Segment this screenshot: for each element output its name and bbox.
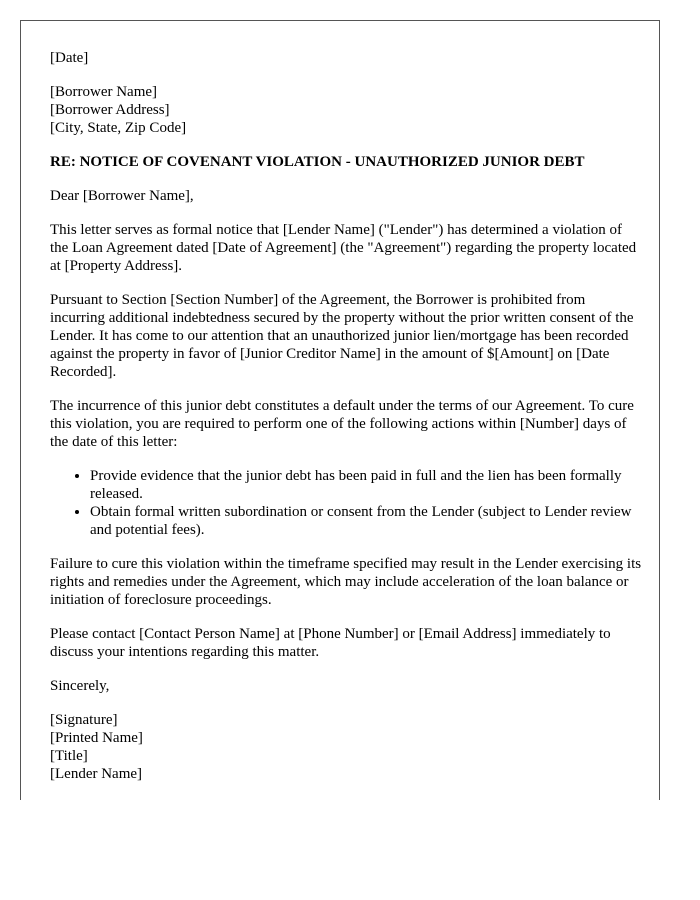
cure-actions-list [50, 467, 642, 539]
paragraph-notice: This letter serves as formal notice that [Lender Name] ("Lender") has determined a violation of the Loan Agreement dated [Date of Agreement] (the "Agreement") regarding the property located at [Property Address]. [50, 222, 637, 274]
paragraph-consequences: Failure to cure this violation within the timeframe specified may result in the Lender exercising its rights and remedies under the Agreement, which may include acceleration of the loan balance or initiation of foreclosure proceedings. [50, 556, 642, 608]
lender-name: [Lender Name] [50, 766, 143, 782]
cure-action-item: • Obtain formal written subordination or consent from the Lender (subject to Lender review and potential fees). [90, 503, 642, 539]
paragraph-cure-requirement: The incurrence of this junior debt constitutes a default under the terms of our Agreement. To cure this violation, you are required to perform one of the following actions within [Number] days of the date of this letter: [50, 398, 634, 450]
salutation: Dear [Borrower Name], [50, 188, 194, 204]
signer-title: [Title] [50, 748, 88, 764]
paragraph-contact: Please contact [Contact Person Name] at [Phone Number] or [Email Address] immediately to discuss your intentions regarding this matter. [50, 626, 611, 660]
recipient-address-block [50, 83, 642, 137]
letter-body [50, 49, 642, 799]
recipient-city-state-zip: [City, State, Zip Code] [50, 120, 187, 136]
printed-name: [Printed Name] [50, 730, 143, 746]
paragraph-violation-details: Pursuant to Section [Section Number] of the Agreement, the Borrower is prohibited from incurring additional indebtedness secured by the property without the prior written consent of the Lender. It has come to our attention that an unauthorized junior lien/mortgage has been recorded against the property in favor of [Junior Creditor Name] in the amount of $[Amount] on [Date Recorded]. [50, 292, 634, 380]
cure-action-item: • Provide evidence that the junior debt has been paid in full and the lien has been formally released. [90, 467, 642, 503]
recipient-address: [Borrower Address] [50, 102, 170, 118]
valediction: Sincerely, [50, 678, 110, 694]
letter-subject: RE: NOTICE OF COVENANT VIOLATION - UNAUTHORIZED JUNIOR DEBT [50, 154, 585, 170]
letter-page [20, 20, 660, 800]
letter-date: [Date] [50, 50, 89, 66]
signature-line: [Signature] [50, 712, 118, 728]
signature-block [50, 711, 642, 783]
recipient-name: [Borrower Name] [50, 84, 158, 100]
